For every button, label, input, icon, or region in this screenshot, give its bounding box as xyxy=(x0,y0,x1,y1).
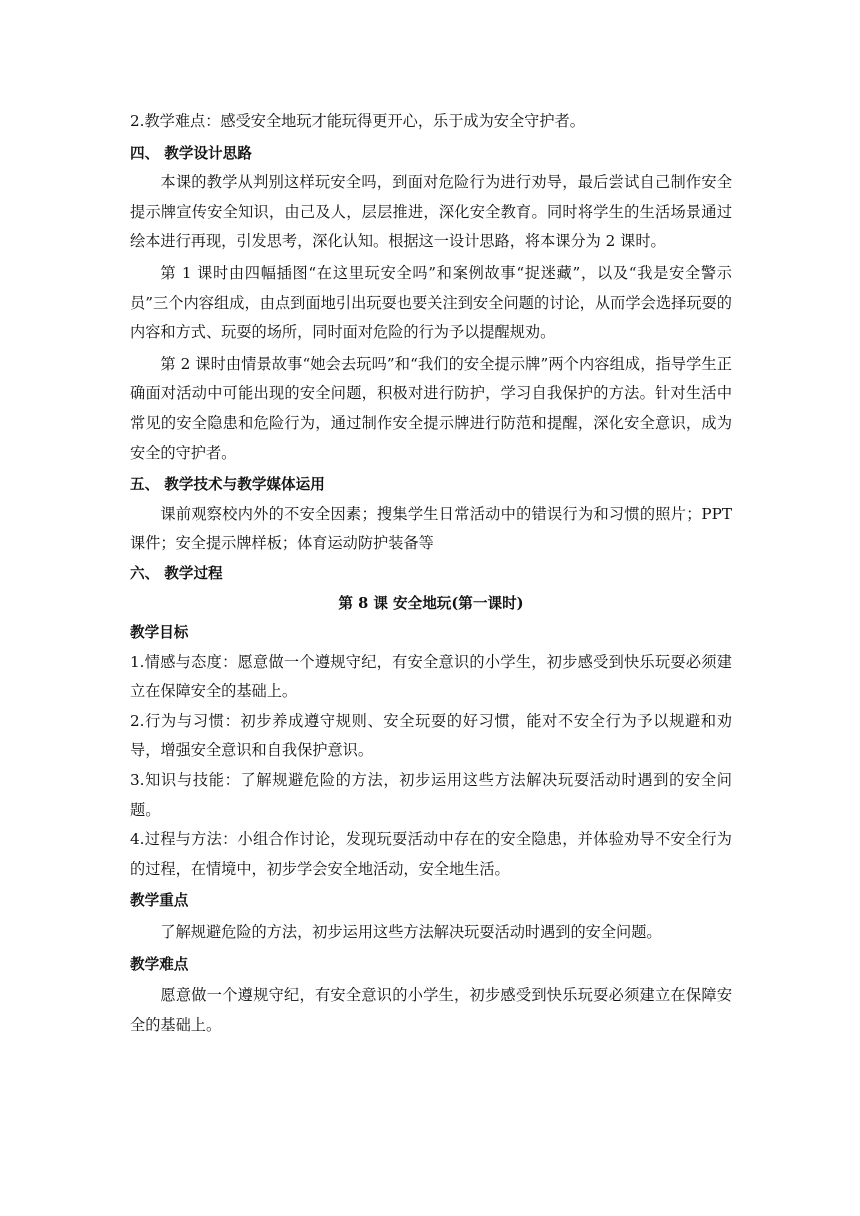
difficulty-text: 愿意做一个遵规守纪，有安全意识的小学生，初步感受到快乐玩耍必须建立在保障安全的基础上。 xyxy=(130,986,732,1034)
design-paragraph: 本课的教学从判别这样玩安全吗，到面对危险行为进行劝导，最后尝试自己制作安全提示牌宣传安全知识，由己及人，层层推进，深化安全教育。同时将学生的生活场景通过绘本进行再现，引发思考，深化认知。根据这一设计思路，将本课分为 2 课时。 xyxy=(130,173,732,251)
goal-item: 3.知识与技能：了解规避危险的方法，初步运用这些方法解决玩耍活动时遇到的安全问题。 xyxy=(130,771,732,819)
key-points-text: 了解规避危险的方法，初步运用这些方法解决玩耍活动时遇到的安全问题。 xyxy=(160,923,662,942)
media-paragraph: 课前观察校内外的不安全因素；搜集学生日常活动中的错误行为和习惯的照片；PPT 课件；安全提示牌样板；体育运动防护装备等 xyxy=(130,504,732,553)
key-points-heading: 教学重点 xyxy=(130,892,189,910)
goal-item: 4.过程与方法：小组合作讨论，发现玩耍活动中存在的安全隐患，并体验劝导不安全行为的过程，在情境中，初步学会安全地活动，安全地生活。 xyxy=(130,830,732,878)
lesson-title: 第 8 课 安全地玩(第一课时) xyxy=(338,594,524,612)
difficulty-heading: 教学难点 xyxy=(130,955,189,973)
document-page xyxy=(130,107,732,1040)
goal-item: 1.情感与态度：愿意做一个遵规守纪，有安全意识的小学生，初步感受到快乐玩耍必须建立在保障安全的基础上。 xyxy=(130,652,732,701)
section-heading-media: 五、 教学技术与教学媒体运用 xyxy=(130,476,325,494)
section-heading-process: 六、 教学过程 xyxy=(130,564,223,582)
teaching-difficulty-line: 2.教学难点：感受安全地玩才能玩得更开心，乐于成为安全守护者。 xyxy=(130,112,585,130)
lesson1-paragraph: 第 1 课时由四幅插图“在这里玩安全吗”和案例故事“捉迷藏”，以及“我是安全警示员”三个内容组成，由点到面地引出玩耍也要关注到安全问题的讨论，从而学会选择玩耍的内容和方式、玩耍的场所，同时面对危险的行为予以提醒规劝。 xyxy=(130,263,732,342)
section-heading-design: 四、 教学设计思路 xyxy=(130,144,252,162)
lesson2-paragraph: 第 2 课时由情景故事“她会去玩吗”和“我们的安全提示牌”两个内容组成，指导学生正确面对活动中可能出现的安全问题，积极对进行防护，学习自我保护的方法。针对生活中常见的安全隐患和危险行为，通过制作安全提示牌进行防范和提醒，深化安全意识，成为安全的守护者。 xyxy=(130,354,732,462)
goal-item: 2.行为与习惯：初步养成遵守规则、安全玩耍的好习惯，能对不安全行为予以规避和劝导，增强安全意识和自我保护意识。 xyxy=(130,711,732,760)
goals-heading: 教学目标 xyxy=(130,624,189,642)
